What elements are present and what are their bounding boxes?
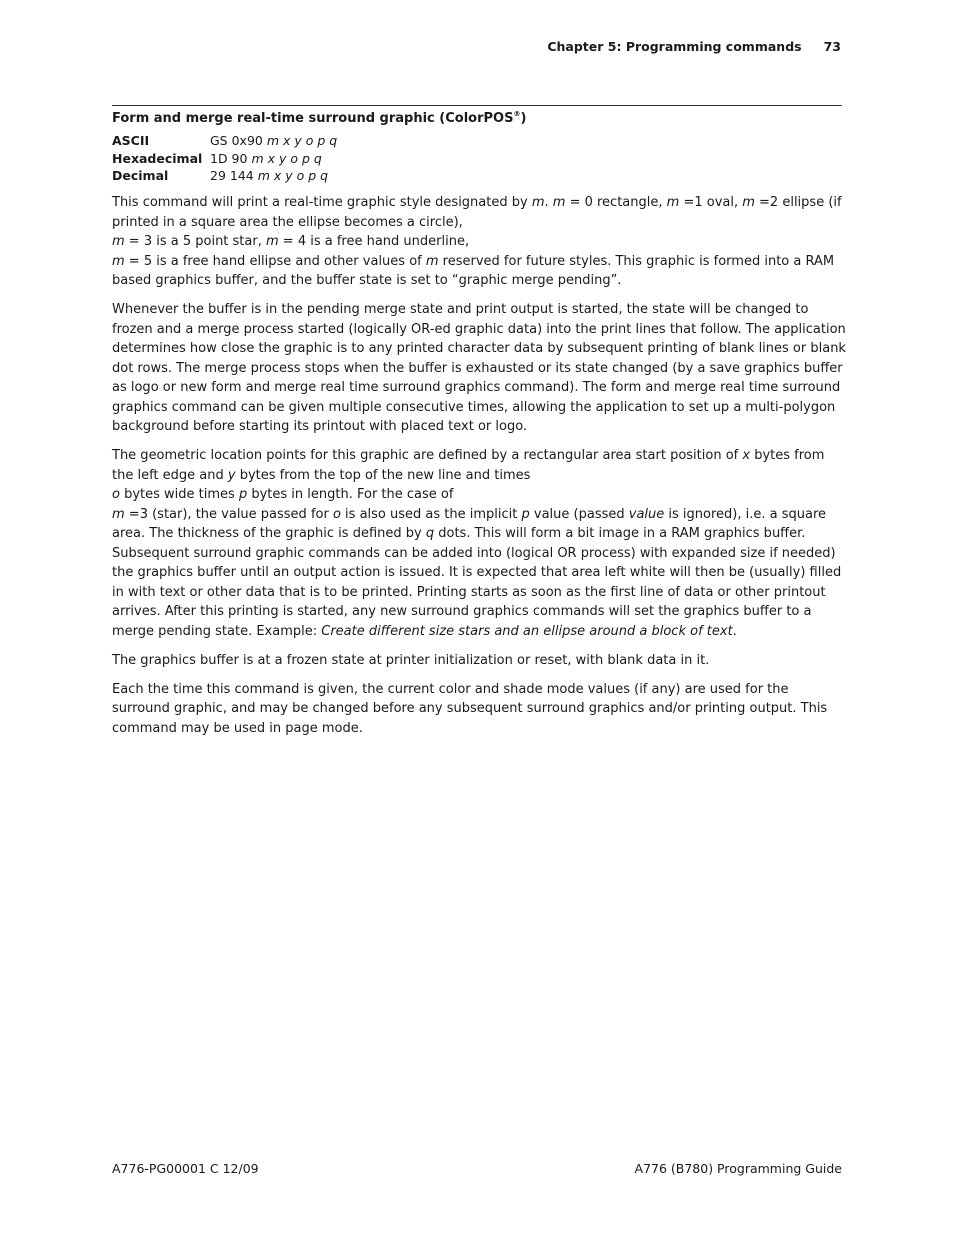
command-codes <box>112 132 337 185</box>
footer-document-id: A776-PG00001 C 12/09 <box>112 1161 259 1176</box>
code-label: Hexadecimal <box>112 150 203 166</box>
code-value: 29 144 <box>210 168 254 184</box>
code-value: 1D 90 <box>210 150 248 166</box>
paragraph-merge-state: Whenever the buffer is in the pending merge state and print output is started, the state will be changed to frozen and a merge process started (logically OR-ed graphic data) into the print lines that follow. The application determines how close the graphic is to any printed character data by subsequent printing of blank lines or blank dot rows. The merge process stops when the buffer is exhausted or its state changed (by a save graphics buffer as logo or new form and merge real time surround graphics command). The form and merge real time surround graphics command can be given multiple consecutive times, allowing the application to set up a multi-polygon background before starting its printout with placed text or logo. <box>112 302 846 434</box>
registered-mark: ® <box>513 110 521 118</box>
paragraph-color-shade: Each the time this command is given, the current color and shade mode values (if any) are used for the surround graphic, and may be changed before any subsequent surround graphics and/or printing output. This command may be used in page mode. <box>112 681 828 736</box>
command-title-text: Form and merge real-time surround graphic (ColorPOS <box>112 111 514 126</box>
code-value: GS 0x90 <box>210 133 263 148</box>
paragraph-geometry: The geometric location points for this graphic are defined by a rectangular area start position of x bytes from the left edge and y bytes from the top of the new line and times o bytes wide times p bytes in length. For the case of m =3 (star), the value passed for o is also used as the implicit p value (passed value is ignored), i.e. a square area. The thickness of the graphic is defined by q dots. This will form a bit image in a RAM graphics buffer. Subsequent surround graphic commands can be added into (logical OR process) with expanded size if needed) the graphics buffer until an output action is issued. It is expected that area left white will then be (usually) filled in with text or other data that is to be printed. Printing starts as soon as the first line of data or other printout arrives. After this printing is started, any new surround graphics commands will set the graphics buffer to a merge pending state. Example: Create different size stars and an ellipse around a block of text. <box>112 448 842 639</box>
chapter-title: Chapter 5: Programming commands <box>547 39 802 54</box>
section-divider <box>112 105 842 106</box>
command-title <box>112 110 526 126</box>
code-params: m x y o p q <box>251 150 322 166</box>
code-params: m x y o p q <box>257 168 329 184</box>
code-row-hexadecimal <box>112 150 337 168</box>
command-description <box>112 193 847 748</box>
command-title-end: ) <box>520 111 527 126</box>
page-number: 73 <box>823 39 841 54</box>
paragraph-graphic-styles: This command will print a real-time graphic style designated by m. m = 0 rectangle, m =1 oval, m =2 ellipse (if printed in a square area the ellipse becomes a circle), m = 3 is a 5 point star, m = 4 is a free hand underline, m = 5 is a free hand ellipse and other values of m reserved for future styles. This graphic is formed into a RAM based graphics buffer, and the buffer state is set to “graphic merge pending”. <box>112 195 842 288</box>
page-header <box>547 39 841 54</box>
footer-guide-title: A776 (B780) Programming Guide <box>634 1161 842 1176</box>
code-row-decimal <box>112 167 337 185</box>
paragraph-frozen-state: The graphics buffer is at a frozen state at printer initialization or reset, with blank data in it. <box>112 652 710 668</box>
code-row-ascii <box>112 132 337 150</box>
code-label: Decimal <box>112 168 169 184</box>
code-label: ASCII <box>112 133 150 148</box>
code-params: m x y o p q <box>266 133 338 148</box>
